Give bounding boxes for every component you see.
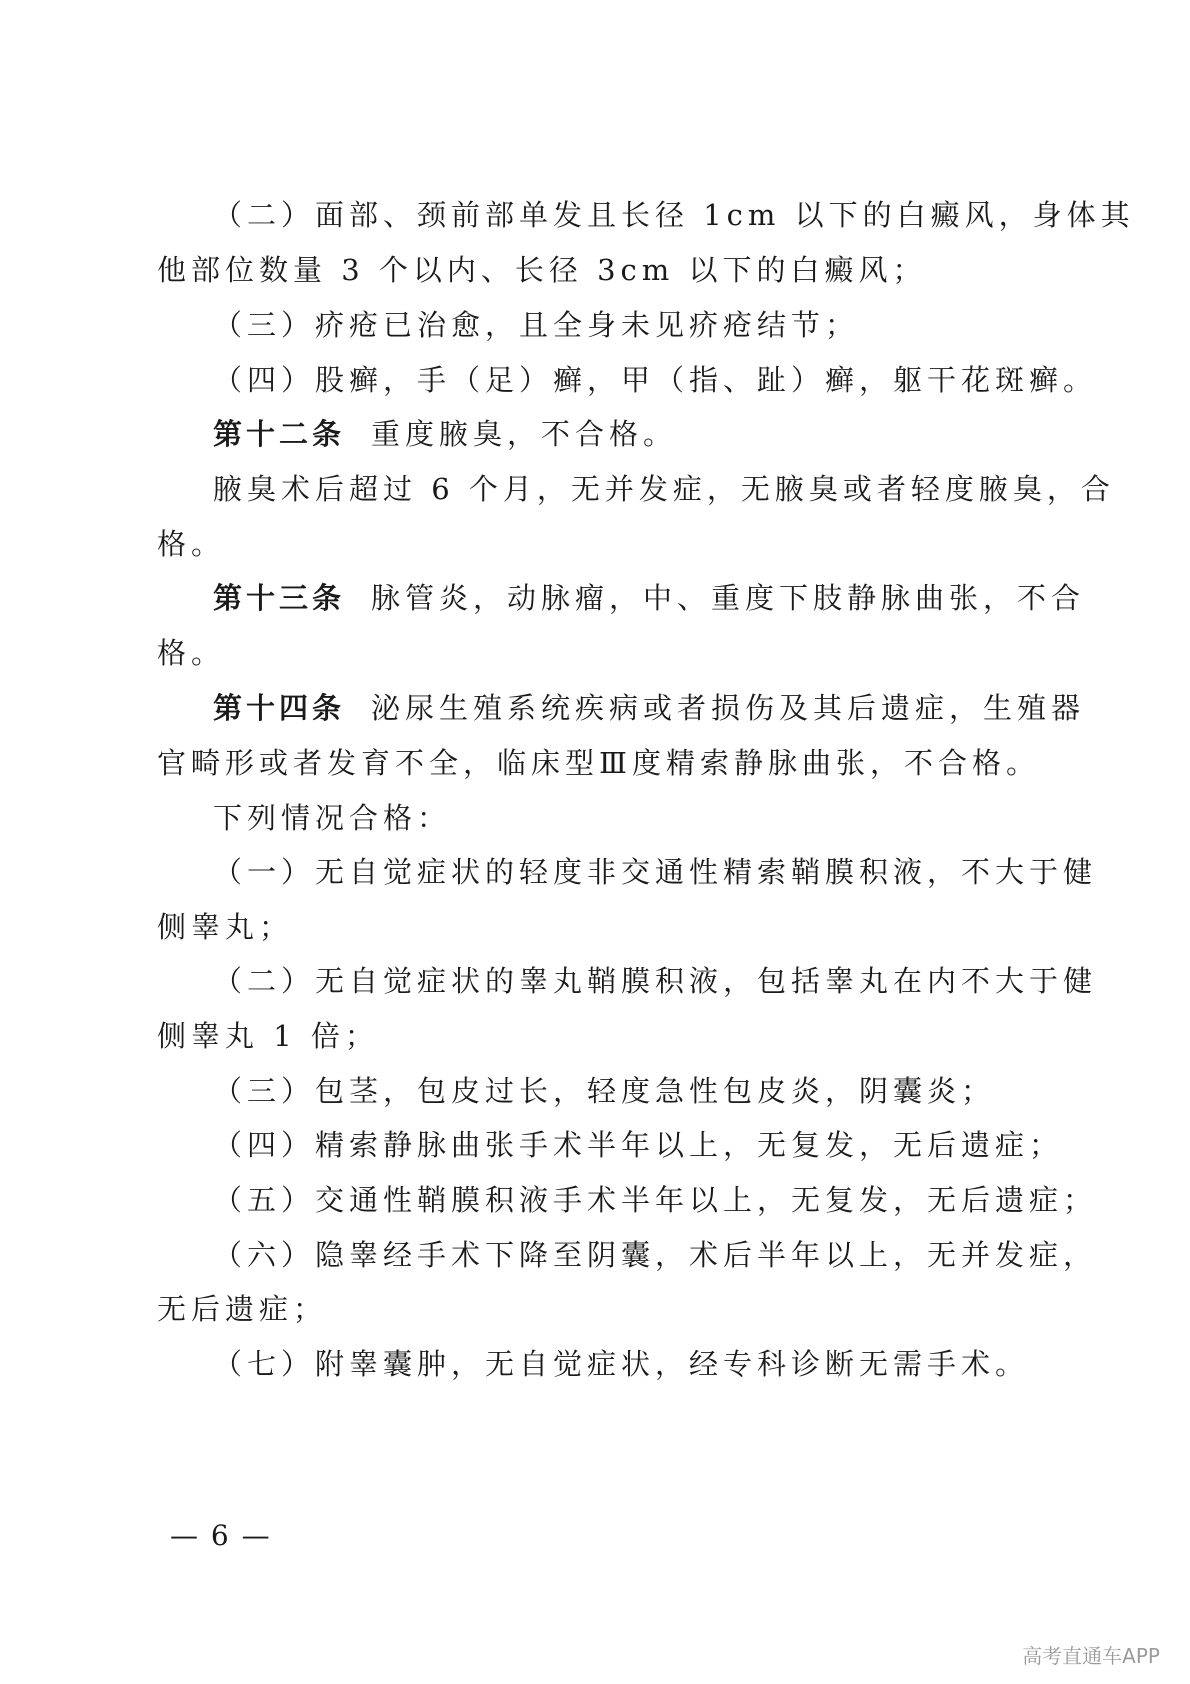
- article-line: [213, 688, 1085, 728]
- paragraph-line: （二）面部、颈前部单发且长径 1cm 以下的白癜风，身体其: [213, 198, 1135, 232]
- paragraph-line: （三）包茎，包皮过长，轻度急性包皮炎，阴囊炎；: [213, 1074, 996, 1108]
- paragraph-line: （二）无自觉症状的睾丸鞘膜积液，包括睾丸在内不大于健: [213, 964, 1098, 998]
- paragraph-line: 腋臭术后超过 6 个月，无并发症，无腋臭或者轻度腋臭，合: [213, 472, 1115, 506]
- paragraph-line: （六）隐睾经手术下降至阴囊，术后半年以上，无并发症，: [213, 1238, 1098, 1272]
- paragraph-line: 侧睾丸；: [157, 910, 294, 944]
- paragraph-line: 下列情况合格：: [213, 801, 452, 835]
- paragraph-line: （一）无自觉症状的轻度非交通性精索鞘膜积液，不大于健: [213, 855, 1098, 889]
- paragraph-line: （四）股癣，手（足）癣，甲（指、趾）癣，躯干花斑癣。: [213, 363, 1098, 397]
- article-text: 重度腋臭，不合格。: [371, 417, 678, 451]
- paragraph-line: （三）疥疮已治愈，且全身未见疥疮结节；: [213, 308, 860, 342]
- paragraph-line: （四）精索静脉曲张手术半年以上，无复发，无后遗症；: [213, 1128, 1064, 1162]
- article-line: [213, 578, 1085, 618]
- paragraph-line: 格。: [157, 527, 226, 561]
- article-number: 第十三条: [213, 581, 346, 615]
- watermark: 高考直通车APP: [1022, 1644, 1160, 1668]
- paragraph-line: 侧睾丸 1 倍；: [157, 1019, 379, 1053]
- paragraph-line: 格。: [157, 636, 226, 670]
- article-text: 脉管炎，动脉瘤，中、重度下肢静脉曲张，不合: [371, 581, 1086, 615]
- article-number: 第十四条: [213, 691, 346, 725]
- paragraph-line: （五）交通性鞘膜积液手术半年以上，无复发，无后遗症；: [213, 1183, 1098, 1217]
- paragraph-line: 他部位数量 3 个以内、长径 3cm 以下的白癜风；: [157, 253, 927, 287]
- article-line: [213, 414, 677, 454]
- paragraph-line: 无后遗症；: [157, 1292, 328, 1326]
- article-number: 第十二条: [213, 417, 346, 451]
- article-text: 泌尿生殖系统疾病或者损伤及其后遗症，生殖器: [371, 691, 1086, 725]
- paragraph-line: （七）附睾囊肿，无自觉症状，经专科诊断无需手术。: [213, 1347, 1030, 1381]
- page-number: — 6 —: [170, 1519, 272, 1552]
- paragraph-line: 官畸形或者发育不全，临床型Ⅲ度精索静脉曲张，不合格。: [157, 746, 1040, 780]
